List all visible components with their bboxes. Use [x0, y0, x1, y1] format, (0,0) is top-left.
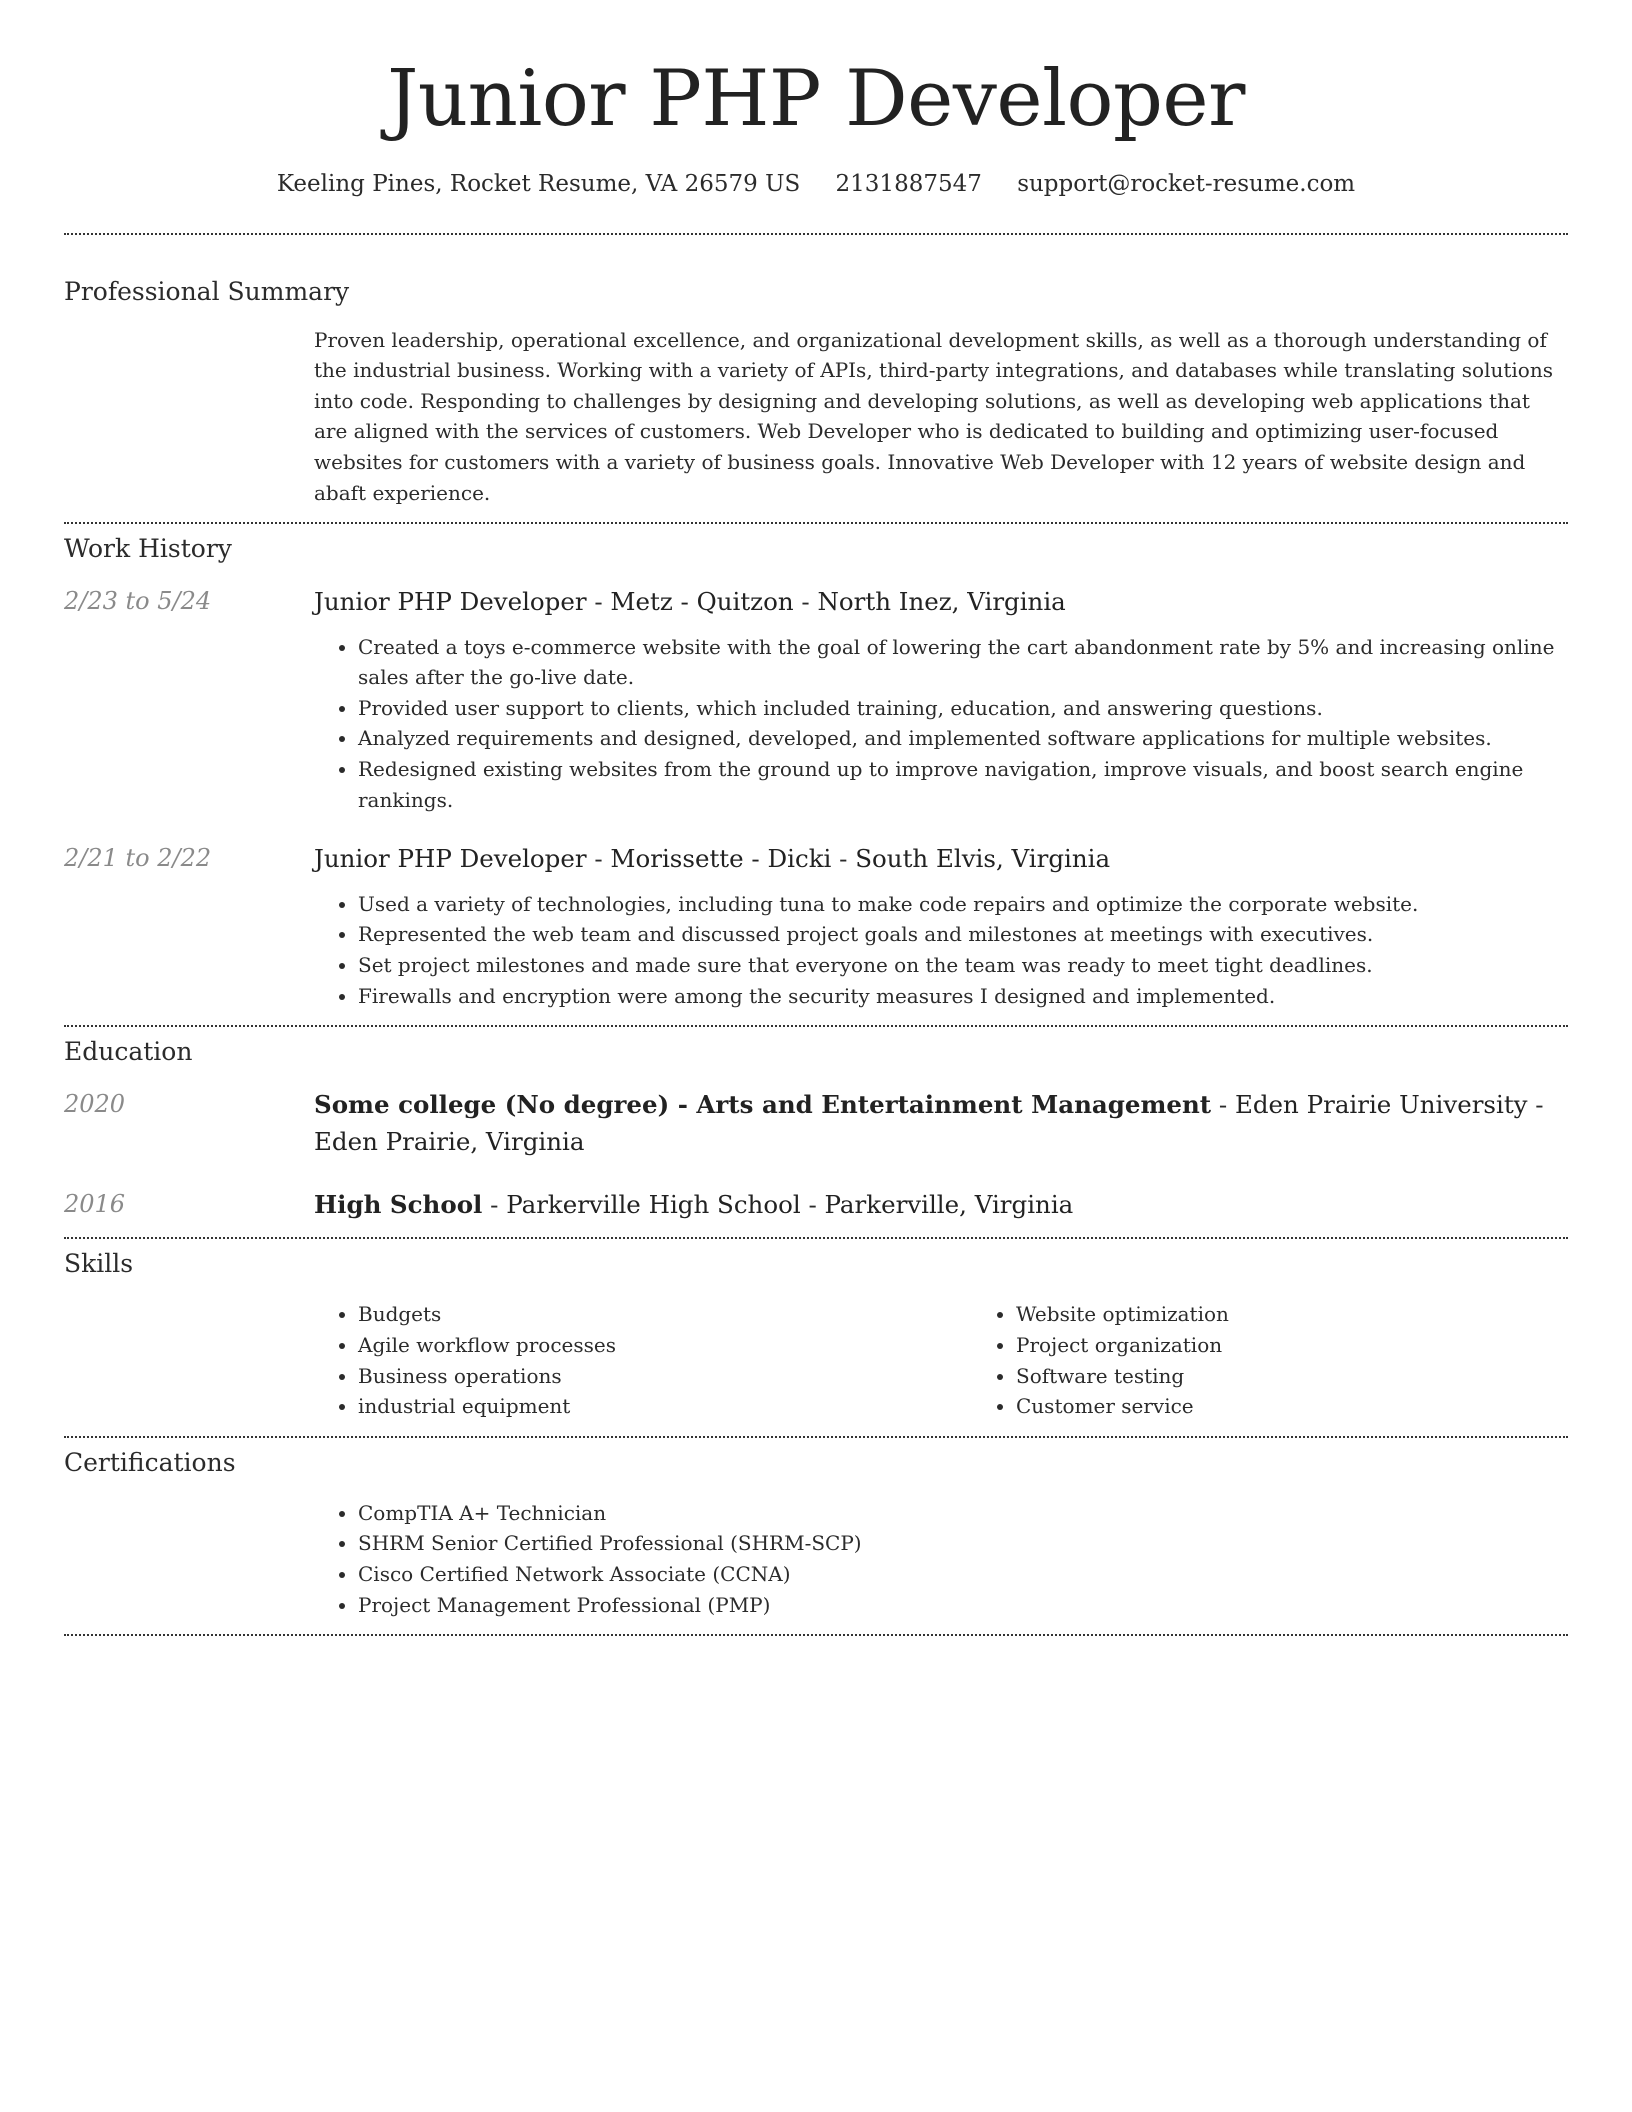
job-entry	[64, 841, 1568, 1011]
list-item: • Created a toys e-commerce website with the goal of lowering the cart abandonment rate by 5% and increasing online sales after the go-live date.	[358, 632, 1568, 693]
education-entry	[64, 1187, 1568, 1224]
education-entry	[64, 1087, 1568, 1161]
list-item: • Customer service	[1016, 1391, 1630, 1422]
list-item: • Set project milestones and made sure that everyone on the team was ready to meet tight deadlines.	[358, 950, 1568, 981]
job-position: Junior PHP Developer	[314, 844, 587, 874]
section-title-skills: Skills	[64, 1249, 134, 1279]
list-item: • industrial equipment	[358, 1391, 972, 1422]
list-item: • Software testing	[1016, 1361, 1630, 1392]
education-year: 2016	[64, 1189, 126, 1218]
list-item: • SHRM Senior Certified Professional (SHRM-SCP)	[358, 1528, 1568, 1559]
list-item: • Redesigned existing websites from the ground up to improve navigation, improve visuals, and boost search engine rankings.	[358, 754, 1568, 815]
list-item: • Agile workflow processes	[358, 1330, 972, 1361]
candidate-name: Junior PHP Developer	[387, 54, 1245, 144]
list-item: • Cisco Certified Network Associate (CCNA)	[358, 1559, 1568, 1590]
skills-grid	[64, 1299, 1568, 1421]
education-location: Parkerville, Virginia	[824, 1189, 1074, 1219]
work-history-section	[64, 524, 1568, 1011]
education-school: Eden Prairie University	[1234, 1090, 1528, 1120]
job-position: Junior PHP Developer	[314, 587, 587, 617]
list-item: • Provided user support to clients, which included training, education, and answering questions.	[358, 693, 1568, 724]
phone: 2131887547	[835, 171, 982, 197]
section-title-education: Education	[64, 1037, 193, 1067]
certifications-bullets	[314, 1498, 1568, 1620]
job-location: South Elvis, Virginia	[855, 844, 1111, 874]
job-heading: Junior PHP Developer - Morissette - Dicki - South Elvis, Virginia	[314, 844, 1111, 874]
skills-column-right	[972, 1299, 1630, 1421]
job-employer: Metz - Quitzon	[610, 587, 794, 617]
education-year: 2020	[64, 1090, 126, 1119]
list-item: • Business operations	[358, 1361, 972, 1392]
list-item: • CompTIA A+ Technician	[358, 1498, 1568, 1529]
education-heading: Some college (No degree) - Arts and Entertainment Management - Eden Prairie University - Eden Prairie, Virginia	[314, 1090, 1544, 1156]
list-item: • Website optimization	[1016, 1299, 1630, 1330]
section-title-certifications: Certifications	[64, 1447, 236, 1477]
list-item: • Firewalls and encryption were among the security measures I designed and implemented.	[358, 981, 1568, 1012]
summary-section	[64, 235, 1568, 509]
skills-column-left	[314, 1299, 972, 1421]
list-item: • Project organization	[1016, 1330, 1630, 1361]
certifications-section	[64, 1438, 1568, 1620]
list-item: • Analyzed requirements and designed, developed, and implemented software applications for multiple websites.	[358, 723, 1568, 754]
job-bullets	[314, 632, 1568, 816]
job-heading: Junior PHP Developer - Metz - Quitzon - North Inez, Virginia	[314, 587, 1066, 617]
skills-section	[64, 1239, 1568, 1421]
education-location: Eden Prairie, Virginia	[314, 1126, 585, 1156]
section-title-summary: Professional Summary	[64, 276, 350, 306]
education-school: Parkerville High School	[506, 1189, 801, 1219]
job-employer: Morissette - Dicki	[610, 844, 832, 874]
summary-text: Proven leadership, operational excellence, and organizational development skills, as well as a thorough understanding of the industrial business. Working with a variety of APIs, third-party integrations, and databases while translating solutions into code. Responding to challenges by designing and developing solutions, as well as developing web applications that are aligned with the services of customers. Web Developer who is dedicated to building and optimizing user-focused websites for customers with a variety of business goals. Innovative Web Developer with 12 years of website design and abaft experience.	[314, 327, 1553, 505]
list-item: • Represented the web team and discussed project goals and milestones at meetings with executives.	[358, 919, 1568, 950]
address: Keeling Pines, Rocket Resume, VA 26579 US	[276, 171, 801, 197]
email: support@rocket-resume.com	[1017, 171, 1356, 197]
job-location: North Inez, Virginia	[817, 587, 1066, 617]
certifications-list	[64, 1498, 1568, 1620]
education-degree: High School	[314, 1189, 483, 1219]
list-item: • Budgets	[358, 1299, 972, 1330]
education-section	[64, 1027, 1568, 1223]
job-bullets	[314, 889, 1568, 1011]
list-item: • Project Management Professional (PMP)	[358, 1590, 1568, 1621]
job-dates: 2/23 to 5/24	[64, 587, 212, 616]
education-degree: Some college (No degree) - Arts and Entertainment Management	[314, 1090, 1212, 1120]
contact-line	[64, 171, 1568, 199]
divider	[64, 1634, 1568, 1636]
job-dates: 2/21 to 2/22	[64, 844, 212, 873]
education-heading: High School - Parkerville High School - Parkerville, Virginia	[314, 1189, 1074, 1219]
list-item: • Used a variety of technologies, including tuna to make code repairs and optimize the corporate website.	[358, 889, 1568, 920]
job-entry	[64, 584, 1568, 815]
section-title-work: Work History	[64, 534, 232, 564]
